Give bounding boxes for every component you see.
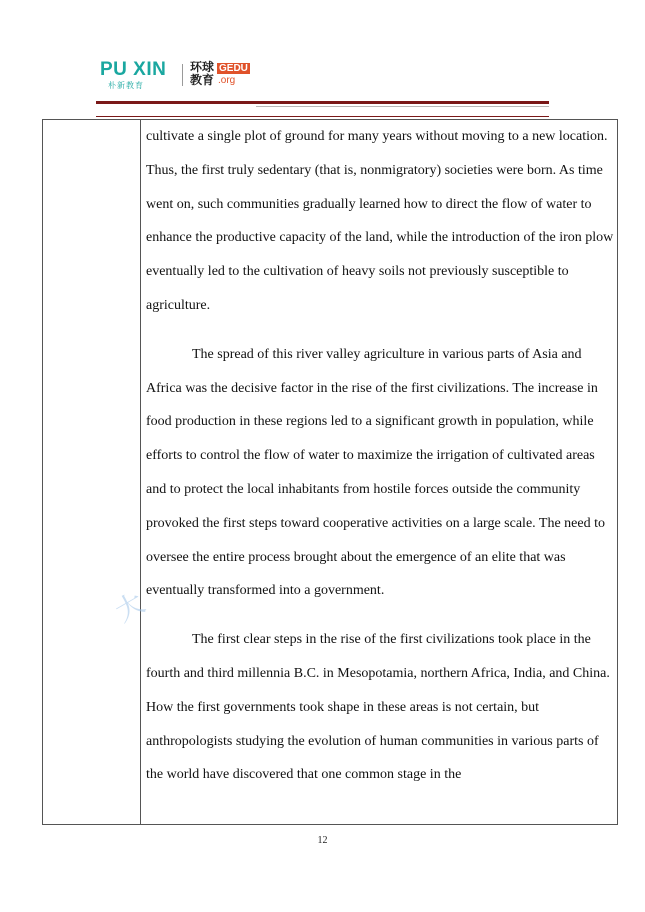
page-number: 12	[317, 835, 328, 846]
puxin-logo: PU XIN	[100, 59, 167, 80]
gedu-logo-badge: GEDU	[219, 63, 248, 74]
logo-divider	[182, 64, 183, 86]
header-rule-thick	[96, 101, 549, 104]
header-rule-thin	[256, 106, 549, 107]
text-column	[146, 120, 614, 792]
gedu-logo-domain: .org	[218, 75, 236, 86]
paragraph-2: The spread of this river valley agriculture in various parts of Asia and Africa was the decisive factor in the rise of the first civilizations. The increase in food production in these regions led to a significant growth in population, while efforts to control the flow of water to maximize the irrigation of cultivated areas and to protect the local inhabitants from hostile forces outside the community provoked the first steps toward cooperative activities on a large scale. The need to oversee the entire process brought about the emergence of an elite that was eventually transformed into a government.	[146, 346, 605, 599]
table-column-divider	[140, 120, 141, 824]
paragraph-3: The first clear steps in the rise of the first civilizations took place in the fourth and third millennia B.C. in Mesopotamia, northern Africa, India, and China. How the first governments took shape in these areas is not certain, but anthropologists studying the evolution of human communities in various parts of the world have discovered that one common stage in the	[146, 632, 610, 783]
content-table	[42, 119, 618, 825]
header-rule-bottom	[96, 116, 549, 117]
paragraph-1: cultivate a single plot of ground for many years without moving to a new location. Thus, the first truly sedentary (that is, nonmigratory) societies were born. As time went on, such communities gradually learned how to direct the flow of water to enhance the productive capacity of the land, while the introduction of the iron plow eventually led to the cultivation of heavy soils not previously susceptible to agriculture.	[146, 129, 614, 313]
watermark-glyph: 大	[109, 586, 151, 629]
gedu-logo-chinese: 环球 教育	[190, 60, 215, 87]
puxin-logo-subtitle: 朴新教育	[108, 81, 144, 90]
